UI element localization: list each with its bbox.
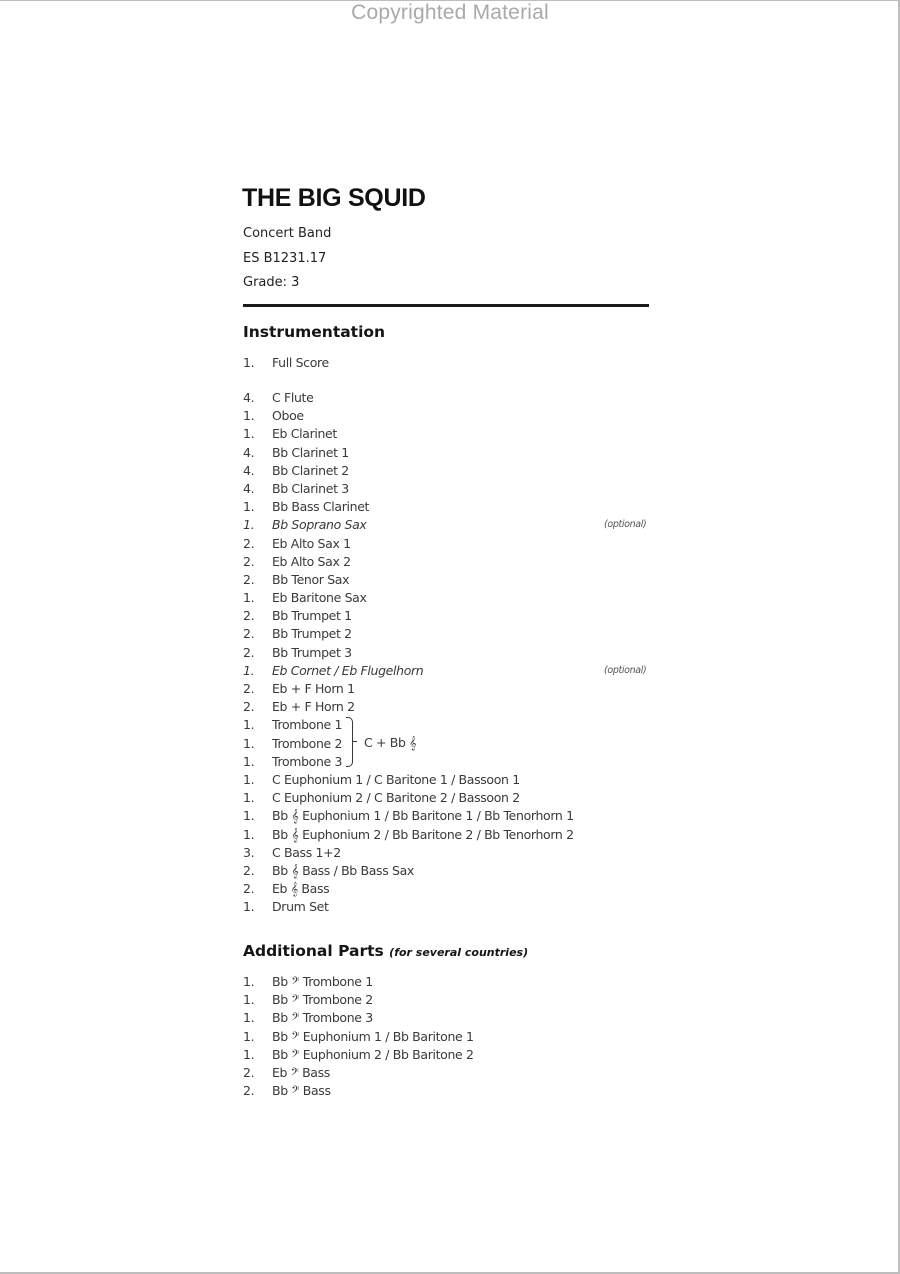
- part-quantity: 1.: [243, 590, 255, 606]
- list-item: [243, 1009, 653, 1027]
- part-quantity: 2.: [243, 571, 255, 587]
- part-name: Trombone 2: [272, 735, 343, 751]
- part-name: C Euphonium 2 / C Baritone 2 / Bassoon 2: [272, 790, 520, 806]
- list-item: [243, 607, 653, 625]
- additional-parts-title: Additional Parts: [243, 942, 384, 960]
- list-item: [243, 498, 653, 516]
- list-item: [243, 844, 653, 862]
- list-item: [243, 1082, 653, 1100]
- list-item: [243, 625, 653, 643]
- additional-parts-note: (for several countries): [389, 946, 529, 959]
- part-quantity: 2.: [243, 681, 255, 696]
- part-quantity: 1.: [243, 735, 255, 751]
- part-quantity: 1.: [243, 808, 255, 824]
- part-name: Bb 𝄞 Euphonium 2 / Bb Baritone 2 / Bb Tenorhorn 2: [272, 826, 574, 842]
- part-quantity: 1.: [243, 992, 255, 1008]
- list-item: [243, 826, 653, 844]
- list-item: [243, 771, 653, 789]
- part-name: Bb 𝄞 Euphonium 1 / Bb Baritone 1 / Bb Tenorhorn 1: [272, 808, 574, 824]
- part-name: Eb Cornet / Eb Flugelhorn: [272, 662, 424, 678]
- list-item: [243, 480, 653, 498]
- list-item: [243, 662, 653, 680]
- part-quantity: 2.: [243, 1064, 255, 1080]
- list-item: [243, 735, 653, 753]
- trombone-group-brace-tip: [352, 741, 357, 742]
- list-item: [243, 898, 653, 916]
- list-item: [243, 589, 653, 607]
- part-quantity: 1.: [243, 826, 255, 842]
- list-item: [243, 571, 653, 589]
- part-quantity: 2.: [243, 1083, 255, 1099]
- part-name: Bb Clarinet 2: [272, 462, 349, 478]
- part-name: Bb 𝄞 Bass / Bb Bass Sax: [272, 862, 414, 878]
- part-name: Bb 𝄢 Euphonium 2 / Bb Baritone 2: [272, 1046, 474, 1062]
- instrumentation-heading: Instrumentation: [243, 323, 386, 341]
- part-quantity: 2.: [243, 644, 255, 660]
- catalog-number: ES B1231.17: [243, 251, 327, 266]
- part-quantity: 3.: [243, 844, 255, 860]
- part-quantity: 1.: [243, 717, 255, 733]
- ensemble-label: Concert Band: [243, 226, 332, 241]
- part-name: Eb + F Horn 2: [272, 699, 355, 715]
- part-name: Oboe: [272, 408, 304, 424]
- part-name: Bb Clarinet 1: [272, 444, 349, 460]
- part-quantity: 1.: [243, 1028, 255, 1044]
- part-quantity: 1.: [243, 753, 255, 769]
- list-item: [243, 1028, 653, 1046]
- list-item: [243, 1064, 653, 1082]
- part-quantity: 4.: [243, 390, 255, 405]
- part-quantity: 1.: [243, 899, 255, 915]
- part-quantity: 2.: [243, 881, 255, 897]
- part-name: Eb 𝄞 Bass: [272, 881, 330, 897]
- list-item: [243, 680, 653, 698]
- part-quantity: 4.: [243, 480, 255, 496]
- section-divider: [243, 304, 649, 307]
- grade-label: Grade: 3: [243, 275, 300, 290]
- piece-title: THE BIG SQUID: [242, 184, 426, 212]
- part-name: Bb Trumpet 1: [272, 608, 352, 624]
- additional-parts-list: [243, 973, 653, 1100]
- list-item: [243, 862, 653, 880]
- part-quantity: 1.: [243, 790, 255, 806]
- instrument-parts-list: [243, 389, 653, 916]
- list-item: [243, 407, 653, 425]
- part-name: Bb 𝄢 Trombone 3: [272, 1010, 373, 1026]
- part-quantity: 1.: [243, 1010, 255, 1026]
- part-quantity: 1.: [243, 1046, 255, 1062]
- part-quantity: 2.: [243, 699, 255, 715]
- list-item: [243, 425, 653, 443]
- copyright-watermark: Copyrighted Material: [351, 1, 549, 24]
- part-quantity: 1.: [243, 355, 255, 370]
- part-name: Bb Bass Clarinet: [272, 499, 370, 515]
- part-quantity: 1.: [243, 974, 255, 989]
- part-name: Drum Set: [272, 899, 329, 915]
- part-name: Bb Clarinet 3: [272, 480, 349, 496]
- part-name: Bb 𝄢 Euphonium 1 / Bb Baritone 1: [272, 1028, 474, 1044]
- part-name: Trombone 1: [272, 717, 343, 733]
- part-quantity: 1.: [243, 426, 255, 442]
- part-quantity: 2.: [243, 608, 255, 624]
- part-name: Bb 𝄢 Trombone 2: [272, 992, 373, 1008]
- part-quantity: 4.: [243, 462, 255, 478]
- part-name: Bb Soprano Sax: [272, 517, 367, 533]
- list-item: [243, 516, 653, 534]
- list-item: [243, 789, 653, 807]
- part-quantity: 1.: [243, 517, 255, 533]
- part-name: Full Score: [272, 355, 329, 370]
- list-item: [243, 716, 653, 734]
- list-item: [243, 973, 653, 991]
- list-item: [243, 444, 653, 462]
- part-name: Eb Alto Sax 2: [272, 553, 351, 569]
- part-quantity: 1.: [243, 771, 255, 787]
- list-item: [243, 389, 653, 407]
- list-item: [243, 1046, 653, 1064]
- list-item: [243, 698, 653, 716]
- part-name: Bb Trumpet 2: [272, 626, 352, 642]
- part-name: Bb Trumpet 3: [272, 644, 352, 660]
- part-quantity: 1.: [243, 662, 255, 678]
- list-item: [243, 880, 653, 898]
- score-list: [243, 354, 653, 372]
- list-item: [243, 354, 653, 372]
- trombone-group-label: C + Bb 𝄞: [364, 735, 417, 750]
- part-name: Eb 𝄢 Bass: [272, 1064, 330, 1080]
- list-item: [243, 807, 653, 825]
- optional-note: (optional): [604, 664, 647, 676]
- part-name: Eb + F Horn 1: [272, 681, 355, 696]
- list-item: [243, 535, 653, 553]
- part-name: Bb Tenor Sax: [272, 571, 350, 587]
- part-name: Bb 𝄢 Trombone 1: [272, 974, 373, 989]
- list-item: [243, 553, 653, 571]
- part-quantity: 2.: [243, 535, 255, 551]
- part-quantity: 2.: [243, 862, 255, 878]
- list-item: [243, 991, 653, 1009]
- list-item: [243, 644, 653, 662]
- part-name: C Bass 1+2: [272, 844, 341, 860]
- optional-note: (optional): [604, 519, 647, 531]
- part-quantity: 2.: [243, 553, 255, 569]
- part-name: Eb Baritone Sax: [272, 590, 367, 606]
- part-quantity: 1.: [243, 499, 255, 515]
- part-name: C Euphonium 1 / C Baritone 1 / Bassoon 1: [272, 771, 520, 787]
- part-name: Eb Clarinet: [272, 426, 337, 442]
- part-quantity: 1.: [243, 408, 255, 424]
- list-item: [243, 753, 653, 771]
- part-name: C Flute: [272, 390, 314, 405]
- list-item: [243, 462, 653, 480]
- part-name: Eb Alto Sax 1: [272, 535, 351, 551]
- part-quantity: 4.: [243, 444, 255, 460]
- additional-parts-heading: [243, 942, 528, 960]
- part-quantity: 2.: [243, 626, 255, 642]
- part-name: Bb 𝄢 Bass: [272, 1083, 331, 1099]
- part-name: Trombone 3: [272, 753, 343, 769]
